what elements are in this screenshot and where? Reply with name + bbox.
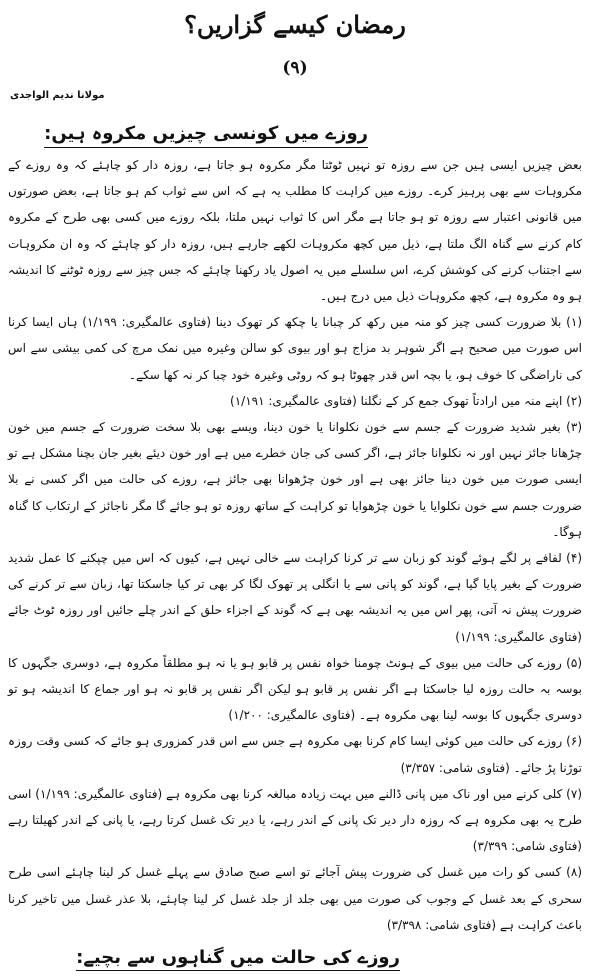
point-8: (۸) کسی کو رات میں غسل کی ضرورت پیش آجائے تو اسے صبح صادق سے پہلے غسل کر لینا چاہئے اسی طرح سحری کے بعد غسل کے وجوب کی صورت میں بھی جلد از جلد غسل کر لینا چاہئے، بلا عذر غسل میں تاخیر کرنا باعث کراہت ہے (فتاوی شامی: ۳/۳۹۸) xyxy=(8,865,582,932)
intro-paragraph: بعض چیزیں ایسی ہیں جن سے روزہ تو نہیں ٹوٹتا مگر مکروہ ہو جاتا ہے، روزہ دار کو چاہئے کہ وہ روزے کے مکروہات سے بھی پرہیز کرے۔ روزے میں کراہت کا مطلب یہ ہے کہ اس سے ثواب کم ہو جاتا ہے، بعض صورتوں میں قانونی اعتبار سے روزہ تو ہو جاتا ہے مگر اس کا ثواب نہیں ملتا، بلکہ روزے میں کسی بھی طرح کے مکروہ کام کرنے سے گناہ الگ ملتا ہے، ذیل میں کچھ مکروہات لکھے جارہے ہیں، روزہ دار کو چاہئے کہ وہ ان مکروہات سے اجتناب کرنے کی کوشش کرے، اس سلسلے میں یہ اصول یاد رکھنا چاہئے کہ جس چیز سے روزہ ٹوٹنے کا اندیشہ ہو وہ مکروہ ہے، کچھ مکروہات ذیل میں درج ہیں۔ xyxy=(8,158,583,304)
point-1: (۱) بلا ضرورت کسی چیز کو منہ میں رکھ کر چبانا یا چکھ کر تھوک دینا (فتاوی عالمگیری: ۱/۱۹۹) ہاں ایسا کرنا اس صورت میں صحیح ہے اگر شوہر بد مزاج ہو اور بیوی کو سالن وغیرہ میں نمک مرچ کی کمی بیشی سے اس کی ناراضگی کا خوف ہو، یا بچہ اس قدر چھوٹا ہو کہ روٹی وغیرہ خود چبا کر نہ کھا سکے۔ xyxy=(8,315,582,382)
article-body xyxy=(8,152,582,938)
episode-number: (۹) xyxy=(282,58,308,78)
point-6: (۶) روزے کی حالت میں کوئی ایسا کام کرنا بھی مکروہ ہے جس سے اس قدر کمزوری ہو جائے کہ کسی وقت روزہ توڑنا پڑ جائے۔ (فتاوی شامی: ۳/۳۵۷) xyxy=(8,734,582,775)
point-3: (۳) بغیر شدید ضرورت کے جسم سے خون نکلوانا یا خون دینا، ویسے بھی بلا سخت ضرورت کے جسم میں خون چڑھانا جائز نہیں اور نہ نکلوانا جائز ہے، اگر کسی کی جان خطرے میں ہے اور خون دیئے بغیر جان بچنا مشکل ہے تو ایسی صورت میں خون دینا جائز بھی ہے اور خون چڑھوانا بھی جائز ہے، روزے کی حالت میں اگر کسی نے بلا ضرورت جسم سے خون نکلوایا یا خون چڑھوایا تو کراہت کے ساتھ روزہ تو ہو جائے گا مگر ناجائز کے ارتکاب کا گناہ ہوگا۔ xyxy=(8,420,582,539)
author-name: مولانا ندیم الواجدی xyxy=(10,90,105,101)
section-heading-makroohat: روزے میں کونسی چیزیں مکروہ ہیں: xyxy=(44,122,368,148)
point-4: (۴) لفافے پر لگے ہوئے گوند کو زبان سے تر کرنا کراہت سے خالی نہیں ہے، کیوں کہ اس میں چپکنے کا عمل شدید ضرورت کے بغیر پایا گیا ہے، گوند کو پانی سے یا انگلی پر تھوک لگا کر بھی تر کیا جاسکتا تھا، زبان سے تر کرنے کی ضرورت پیش نہ آتی، پھر اس میں یہ اندیشہ بھی ہے کہ گوند کے اجزاء حلق کے اندر چلے جائیں اور روزہ ٹوٹ جائے (فتاوی عالمگیری: ۱/۱۹۹) xyxy=(8,551,582,644)
point-5: (۵) روزے کی حالت میں بیوی کے ہونٹ چومنا خواہ نفس پر قابو ہو یا نہ ہو مطلقاً مکروہ ہے، دوسری جگہوں کا بوسہ بہ حالت روزہ لیا جاسکتا ہے اگر نفس پر قابو ہو لیکن اگر نفس پر قابو نہ ہو اور جماع کا اندیشہ ہو تو دوسری جگہوں کا بوسہ لینا بھی مکروہ ہے۔ (فتاوی عالمگیری: ۱/۲۰۰) xyxy=(8,655,582,723)
point-2: (۲) اپنے منہ میں ارادتاً تھوک جمع کر کے نگلنا (فتاوی عالمگیری: ۱/۱۹۱) xyxy=(230,393,582,408)
section-heading-sins: روزے کی حالت میں گناہوں سے بچیے: xyxy=(76,946,400,971)
article-title: رمضان کیسے گزاریں؟ xyxy=(184,10,406,39)
point-7: (۷) کلی کرنے میں اور ناک میں پانی ڈالنے میں بہت زیادہ مبالغہ کرنا بھی مکروہ ہے (فتاوی عالمگیری: ۱/۱۹۹) اسی طرح یہ بھی مکروہ ہے کہ روزہ دار دیر تک پانی کے اندر رہے، یا دیر تک غسل کرتا رہے، یا پانی کے اندر کھیلتا رہے (فتاوی شامی: ۳/۳۹۹) xyxy=(8,786,583,854)
